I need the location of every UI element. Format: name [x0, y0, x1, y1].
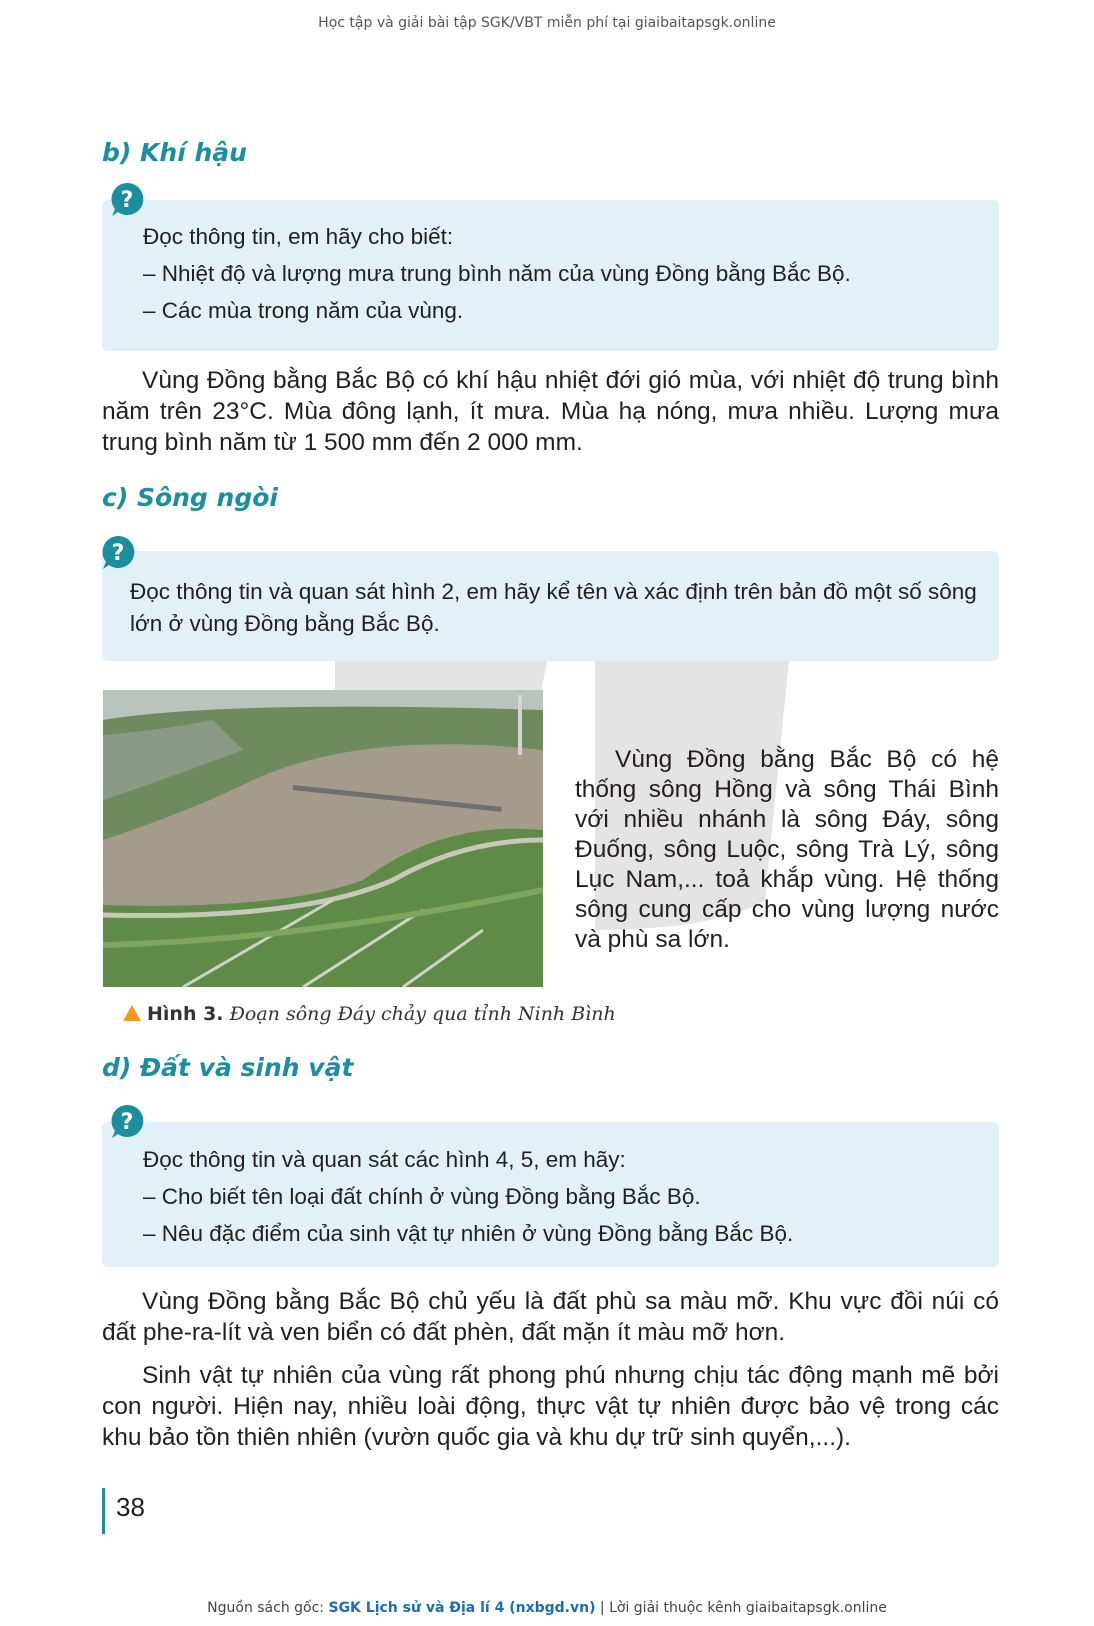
question-text-soil-biota: [143, 1141, 983, 1252]
question-icon: [109, 181, 145, 217]
question-icon: [109, 1103, 145, 1139]
page-number-bar: [102, 1488, 105, 1534]
question-item: – Cho biết tên loại đất chính ở vùng Đồng bằng Bắc Bộ.: [143, 1184, 701, 1209]
climate-paragraph: Vùng Đồng bằng Bắc Bộ có khí hậu nhiệt đới gió mùa, với nhiệt độ trung bình năm trên 23°C. Mùa đông lạnh, ít mưa. Mùa hạ nóng, mưa nhiều. Lượng mưa trung bình năm từ 1 500 mm đến 2 000 mm.: [102, 367, 999, 456]
river-photo: [103, 690, 543, 987]
footer-prefix: Nguồn sách gốc:: [207, 1600, 329, 1616]
biota-paragraph: Sinh vật tự nhiên của vùng rất phong phú nhưng chịu tác động mạnh mẽ bởi con người. Hiện nay, nhiều loài động, thực vật tự nhiên được bảo vệ trong các khu bảo tồn thiên nhiên (vườn quốc gia và khu dự trữ sinh quyển,...).: [102, 1362, 999, 1451]
figure-caption: [123, 1003, 616, 1025]
section-heading-soil-biota: d) Đất và sinh vật: [102, 1053, 354, 1082]
svg-text:?: ?: [120, 188, 134, 213]
footer-suffix: | Lời giải thuộc kênh giaibaitapsgk.online: [595, 1600, 887, 1616]
section-heading-rivers: c) Sông ngòi: [102, 483, 278, 512]
question-item: – Nhiệt độ và lượng mưa trung bình năm của vùng Đồng bằng Bắc Bộ.: [143, 261, 851, 286]
footer-source-link[interactable]: SGK Lịch sử và Địa lí 4 (nxbgd.vn): [328, 1600, 596, 1616]
rivers-paragraph: Vùng Đồng bằng Bắc Bộ có hệ thống sông Hồng và sông Thái Bình với nhiều nhánh là sông Đáy, sông Đuống, sông Luộc, sông Trà Lý, sông Lục Nam,... toả khắp vùng. Hệ thống sông cung cấp cho vùng lượng nước và phù sa lớn.: [575, 746, 999, 953]
question-item: – Nêu đặc điểm của sinh vật tự nhiên ở vùng Đồng bằng Bắc Bộ.: [143, 1221, 794, 1246]
section-heading-climate: b) Khí hậu: [102, 138, 247, 167]
soil-paragraph: Vùng Đồng bằng Bắc Bộ chủ yếu là đất phù sa màu mỡ. Khu vực đồi núi có đất phe-ra-lít và ven biển có đất phèn, đất mặn ít màu mỡ hơn.: [102, 1288, 999, 1346]
svg-text:?: ?: [120, 1110, 134, 1135]
question-text-climate: [143, 218, 983, 329]
figure-label: Hình 3.: [147, 1003, 224, 1025]
page-number: 38: [116, 1492, 145, 1522]
footer: [0, 1600, 1094, 1616]
caption-marker-icon: [123, 1005, 141, 1021]
question-intro: Đọc thông tin và quan sát các hình 4, 5, em hãy:: [143, 1147, 626, 1172]
question-item: – Các mùa trong năm của vùng.: [143, 298, 464, 323]
question-text-rivers: Đọc thông tin và quan sát hình 2, em hãy kể tên và xác định trên bản đồ một số sông lớn ở vùng Đồng bằng Bắc Bộ.: [130, 579, 977, 636]
site-banner: Học tập và giải bài tập SGK/VBT miễn phí tại giaibaitapsgk.online: [318, 15, 776, 31]
question-intro: Đọc thông tin, em hãy cho biết:: [143, 224, 454, 249]
question-icon: [100, 534, 136, 570]
figure-caption-text: Đoạn sông Đáy chảy qua tỉnh Ninh Bình: [229, 1003, 616, 1025]
svg-text:?: ?: [111, 541, 125, 566]
